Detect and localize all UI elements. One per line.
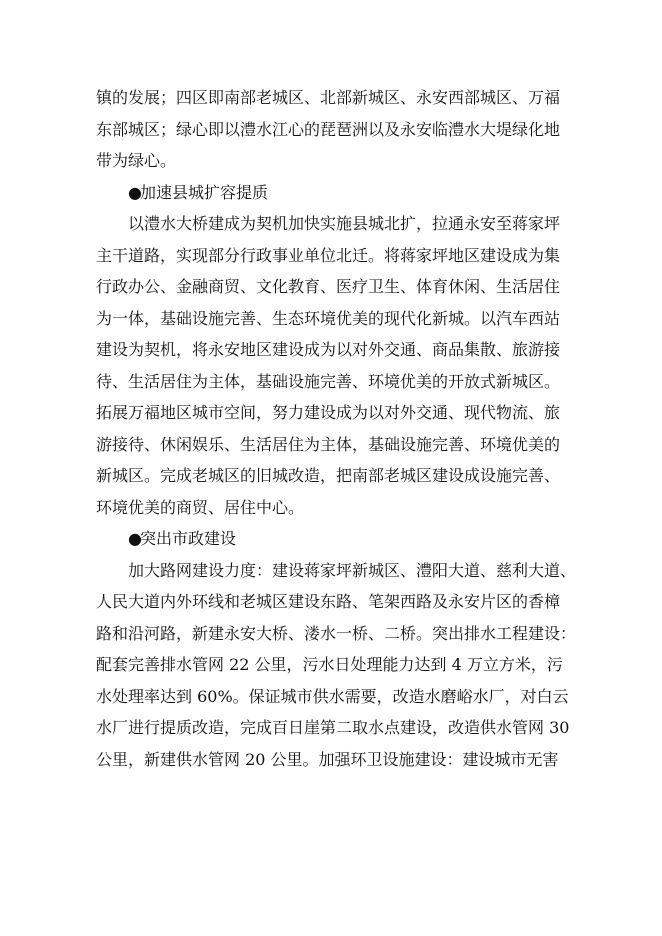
section-heading-text: 突出市政建设 <box>140 529 237 548</box>
paragraph-line: 加大路网建设力度：建设蒋家坪新城区、澧阳大道、慈利大道、 <box>128 560 577 580</box>
paragraph-line: 水厂进行提质改造，完成百日崖第二取水点建设，改造供水管网 30 <box>96 718 570 737</box>
bullet-icon: ● <box>128 529 142 548</box>
paragraph-line: 拓展万福地区城市空间，努力建设成为以对外交通、现代物流、旅 <box>96 403 561 422</box>
paragraph-line: 行政办公、金融商贸、文化教育、医疗卫生、体育休闲、生活居住 <box>96 277 561 296</box>
paragraph-line: 人民大道内外环线和老城区建设东路、笔架西路及永安片区的香樟 <box>96 592 561 611</box>
paragraph-line: 水处理率达到 60%。保证城市供水需要，改造水磨峪水厂，对白云 <box>96 686 569 706</box>
paragraph-line: 东部城区；绿心即以澧水江心的琵琶洲以及永安临澧水大堤绿化地 <box>96 119 561 139</box>
paragraph-line: 公里，新建供水管网 20 公里。加强环卫设施建设：建设城市无害 <box>96 749 559 769</box>
paragraph-line: 待、生活居住为主体，基础设施完善、环境优美的开放式新城区。 <box>96 371 561 391</box>
paragraph-line: 以澧水大桥建成为契机加快实施县城北扩，拉通永安至蒋家坪 <box>128 214 561 233</box>
section-heading-text: 加速县城扩容提质 <box>140 182 269 202</box>
paragraph-line: 镇的发展；四区即南部老城区、北部新城区、永安西部城区、万福 <box>96 88 561 107</box>
paragraph-line: 带为绿心。 <box>96 151 177 170</box>
paragraph-line: 路和沿河路，新建永安大桥、溇水一桥、二桥。突出排水工程建设： <box>96 623 577 643</box>
paragraph-line: 游接待、休闲娱乐、生活居住为主体，基础设施完善、环境优美的 <box>96 434 561 454</box>
paragraph-line: 配套完善排水管网 22 公里，污水日处理能力达到 4 万立方米，污 <box>96 655 563 674</box>
document-body <box>96 82 576 775</box>
section-heading <box>96 523 576 555</box>
paragraph-line: 主干道路，实现部分行政事业单位北迁。将蒋家坪地区建设成为集 <box>96 245 561 265</box>
paragraph-line: 建设为契机，将永安地区建设成为以对外交通、商品集散、旅游接 <box>96 340 561 359</box>
bullet-icon: ● <box>128 182 142 202</box>
section-heading <box>96 177 576 209</box>
paragraph-line: 环境优美的商贸、居住中心。 <box>96 497 305 517</box>
paragraph-line: 为一体，基础设施完善、生态环境优美的现代化新城。以汽车西站 <box>96 308 561 328</box>
paragraph-line: 新城区。完成老城区的旧城改造，把南部老城区建设成设施完善、 <box>96 466 561 485</box>
